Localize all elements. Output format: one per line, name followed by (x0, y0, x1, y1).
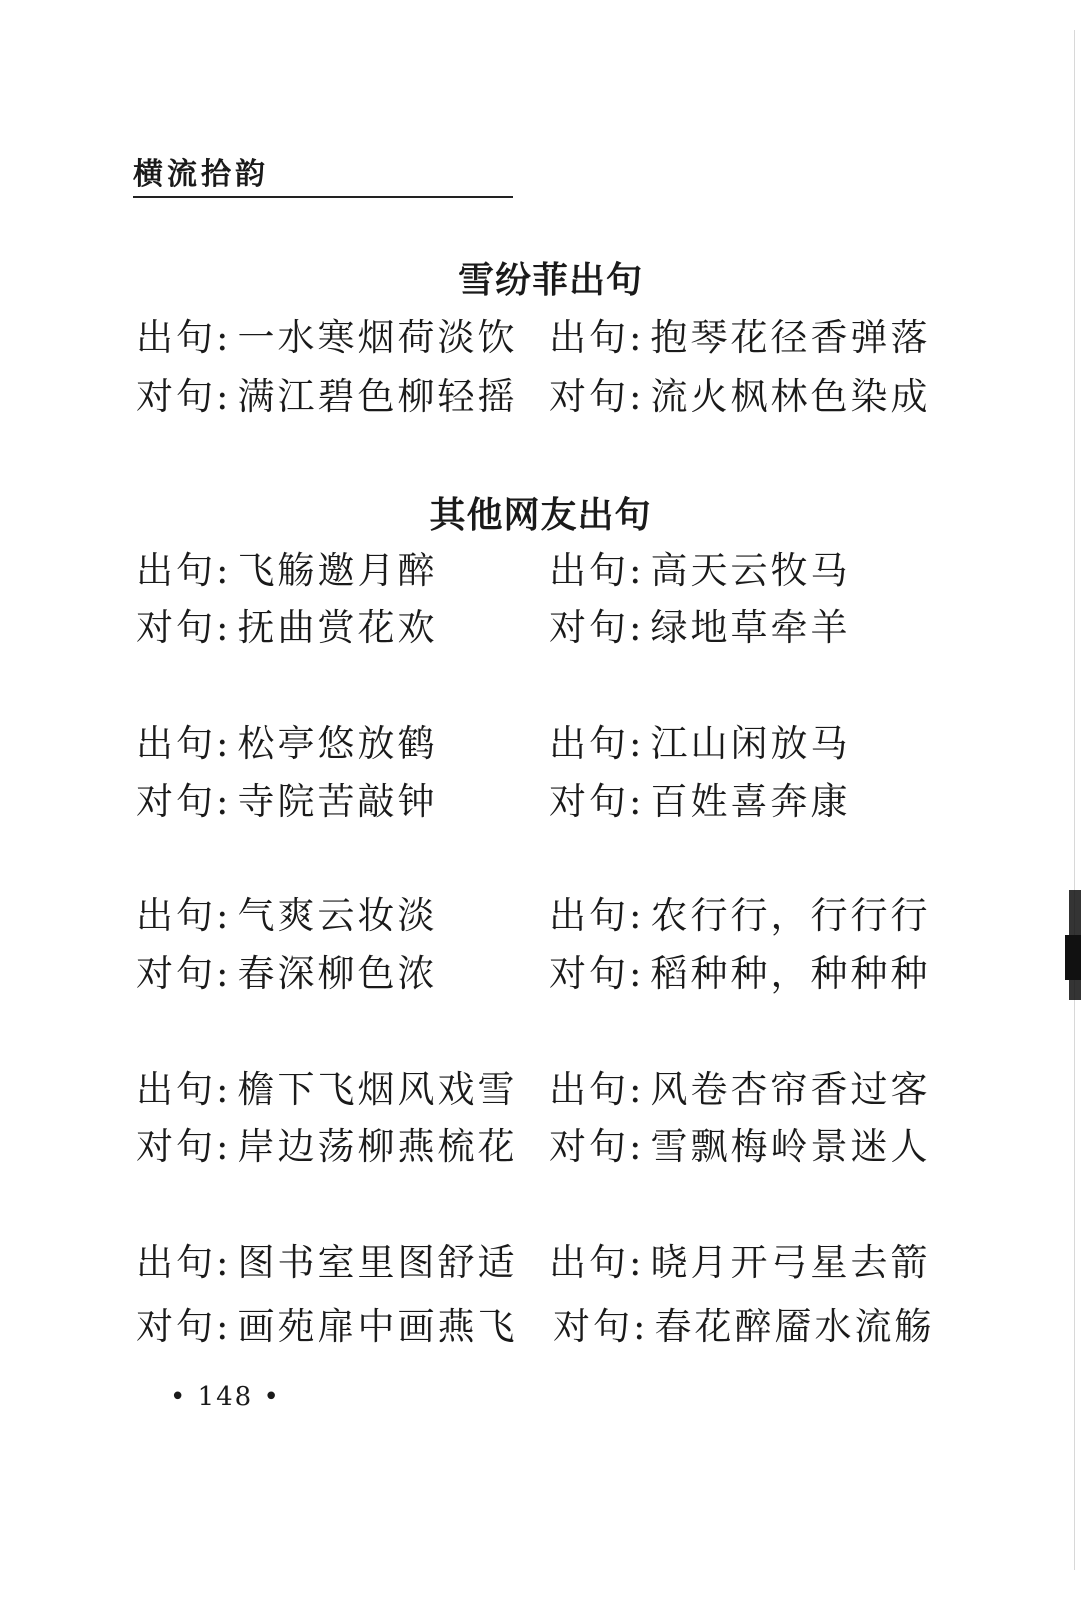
response-label: 对句: (136, 780, 232, 823)
out-label: 出句: (549, 549, 645, 592)
response-verse: 稻种种，种种种 (650, 952, 931, 995)
response-verse: 绿地草牵羊 (650, 606, 851, 649)
response-verse: 寺院苦敲钟 (237, 780, 438, 823)
response-label: 对句: (549, 1125, 645, 1168)
section-title: 雪纷菲出句 (457, 260, 643, 301)
out-verse: 风卷杏帘香过客 (650, 1068, 931, 1111)
response-verse: 雪飘梅岭景迷人 (650, 1125, 931, 1168)
out-label: 出句: (549, 316, 645, 359)
couplet-response-line (549, 605, 850, 651)
page-number: • 148 • (170, 1382, 281, 1412)
response-label: 对句: (136, 375, 232, 418)
couplet-out-line (549, 548, 850, 594)
couplet-response-line (136, 1304, 517, 1350)
scan-edge-mark (1065, 935, 1081, 980)
out-verse: 檐下飞烟风戏雪 (237, 1068, 518, 1111)
couplet-out-line (549, 315, 930, 361)
couplet-out-line (136, 721, 437, 767)
response-label: 对句: (136, 606, 232, 649)
response-label: 对句: (136, 1305, 232, 1348)
couplet-out-line (549, 893, 930, 939)
out-label: 出句: (549, 722, 645, 765)
out-verse: 气爽云妆淡 (237, 894, 438, 937)
response-verse: 百姓喜奔康 (650, 780, 851, 823)
response-verse: 流火枫林色染成 (650, 375, 931, 418)
couplet-out-line (549, 1067, 930, 1113)
running-header (133, 155, 513, 199)
out-label: 出句: (136, 549, 232, 592)
out-verse: 飞觞邀月醉 (237, 549, 438, 592)
response-label: 对句: (136, 952, 232, 995)
response-label: 对句: (549, 780, 645, 823)
couplet-out-line (136, 548, 437, 594)
out-verse: 松亭悠放鹤 (237, 722, 438, 765)
header-rule (133, 196, 513, 198)
couplet-response-line (136, 1124, 517, 1170)
out-verse: 高天云牧马 (650, 549, 851, 592)
response-label: 对句: (549, 606, 645, 649)
out-label: 出句: (136, 1241, 232, 1284)
couplet-response-line (136, 605, 437, 651)
couplet-out-line (549, 1240, 930, 1286)
response-label: 对句: (549, 375, 645, 418)
out-verse: 晓月开弓星去箭 (650, 1241, 931, 1284)
out-label: 出句: (549, 1241, 645, 1284)
out-label: 出句: (136, 1068, 232, 1111)
book-title: 横流拾韵 (133, 157, 269, 192)
response-label: 对句: (553, 1305, 649, 1348)
out-verse: 农行行，行行行 (650, 894, 931, 937)
response-verse: 春深柳色浓 (237, 952, 438, 995)
out-verse: 一水寒烟荷淡饮 (237, 316, 518, 359)
response-verse: 满江碧色柳轻摇 (237, 375, 518, 418)
out-verse: 江山闲放马 (650, 722, 851, 765)
couplet-out-line (136, 315, 517, 361)
couplet-out-line (136, 893, 437, 939)
couplet-response-line (136, 779, 437, 825)
out-verse: 图书室里图舒适 (237, 1241, 518, 1284)
couplet-out-line (549, 721, 850, 767)
couplet-response-line (549, 1124, 930, 1170)
couplet-response-line (136, 951, 437, 997)
scan-edge-shadow (1074, 30, 1075, 1570)
response-label: 对句: (549, 952, 645, 995)
out-label: 出句: (549, 894, 645, 937)
couplet-response-line (549, 779, 850, 825)
response-verse: 春花醉靥水流觞 (654, 1305, 935, 1348)
couplet-response-line (136, 374, 517, 420)
response-verse: 画苑扉中画燕飞 (237, 1305, 518, 1348)
response-label: 对句: (136, 1125, 232, 1168)
couplet-response-line (549, 374, 930, 420)
couplet-response-line (549, 951, 930, 997)
response-verse: 抚曲赏花欢 (237, 606, 438, 649)
couplet-out-line (136, 1067, 517, 1113)
couplet-response-line (553, 1304, 934, 1350)
out-label: 出句: (136, 316, 232, 359)
out-verse: 抱琴花径香弹落 (650, 316, 931, 359)
section-title: 其他网友出句 (429, 495, 652, 536)
response-verse: 岸边荡柳燕梳花 (237, 1125, 518, 1168)
out-label: 出句: (136, 894, 232, 937)
couplet-out-line (136, 1240, 517, 1286)
out-label: 出句: (549, 1068, 645, 1111)
out-label: 出句: (136, 722, 232, 765)
